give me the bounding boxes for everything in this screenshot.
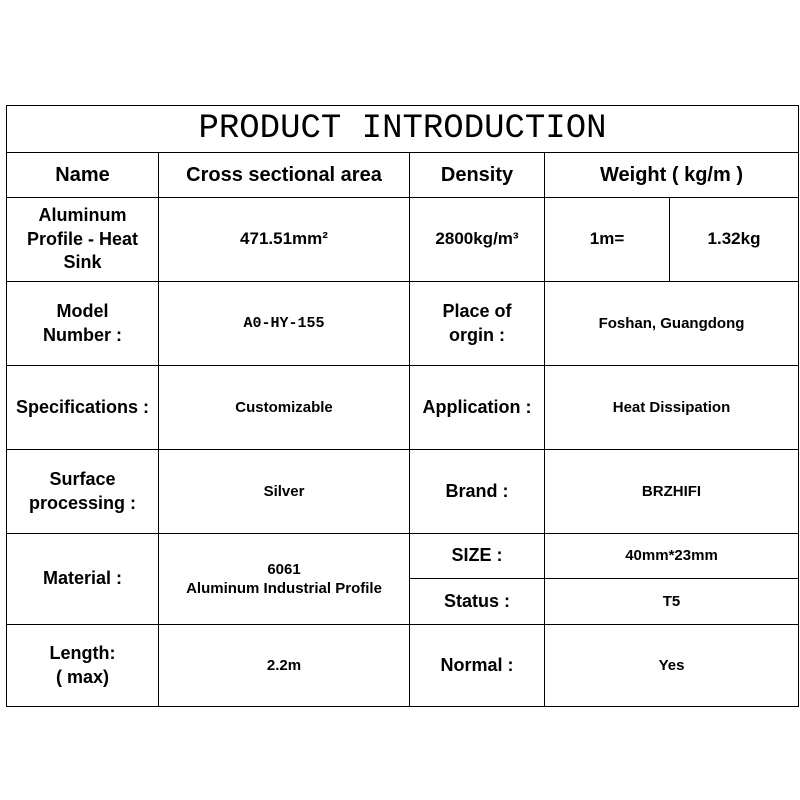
density-value: 2800kg/m³ [410,198,545,282]
weight-prefix: 1m= [545,198,670,282]
material-value-line-2: Aluminum Industrial Profile [186,580,382,597]
status-label: Status : [410,579,545,625]
surface-processing-label [7,450,159,534]
model-number-label [7,282,159,366]
material-value-line-1: 6061 [267,560,301,578]
product-name-line-2: Profile - Heat [26,228,139,249]
size-value: 40mm*23mm [545,534,799,579]
table-title: PRODUCT INTRODUCTION [7,106,799,153]
length-label-line-1: Length: [49,643,116,664]
header-weight: Weight ( kg/m ) [545,153,799,198]
product-spec-table [6,105,799,707]
cross-sectional-area-value: 471.51mm² [159,198,410,282]
normal-label: Normal : [410,625,545,707]
header-cross-sectional-area: Cross sectional area [159,153,410,198]
brand-value: BRZHIFI [545,450,799,534]
surface-processing-label-line-1: Surface [49,469,116,490]
model-number-value: A0-HY-155 [159,282,410,366]
size-label: SIZE : [410,534,545,579]
place-of-origin-label-line-1: Place of [442,301,512,322]
brand-label: Brand : [410,450,545,534]
surface-processing-value: Silver [159,450,410,534]
length-label [7,625,159,707]
normal-value: Yes [545,625,799,707]
application-value: Heat Dissipation [545,366,799,450]
header-name: Name [7,153,159,198]
place-of-origin-label-line-2: orgin : [449,324,505,345]
material-label: Material : [7,534,159,625]
product-name-cell [7,198,159,282]
place-of-origin-value: Foshan, Guangdong [545,282,799,366]
model-number-label-line-2: Number : [42,324,122,345]
length-value: 2.2m [159,625,410,707]
header-density: Density [410,153,545,198]
application-label: Application : [410,366,545,450]
weight-value: 1.32kg [670,198,799,282]
place-of-origin-label [410,282,545,366]
length-label-line-2: ( max) [55,666,109,687]
product-name-line-1: Aluminum [38,205,127,226]
model-number-label-line-1: Model [56,301,109,322]
product-name-line-3: Sink [63,252,102,273]
surface-processing-label-line-2: processing : [28,492,137,513]
status-value: T5 [545,579,799,625]
material-value [159,534,410,625]
specifications-label: Specifications : [7,366,159,450]
specifications-value: Customizable [159,366,410,450]
